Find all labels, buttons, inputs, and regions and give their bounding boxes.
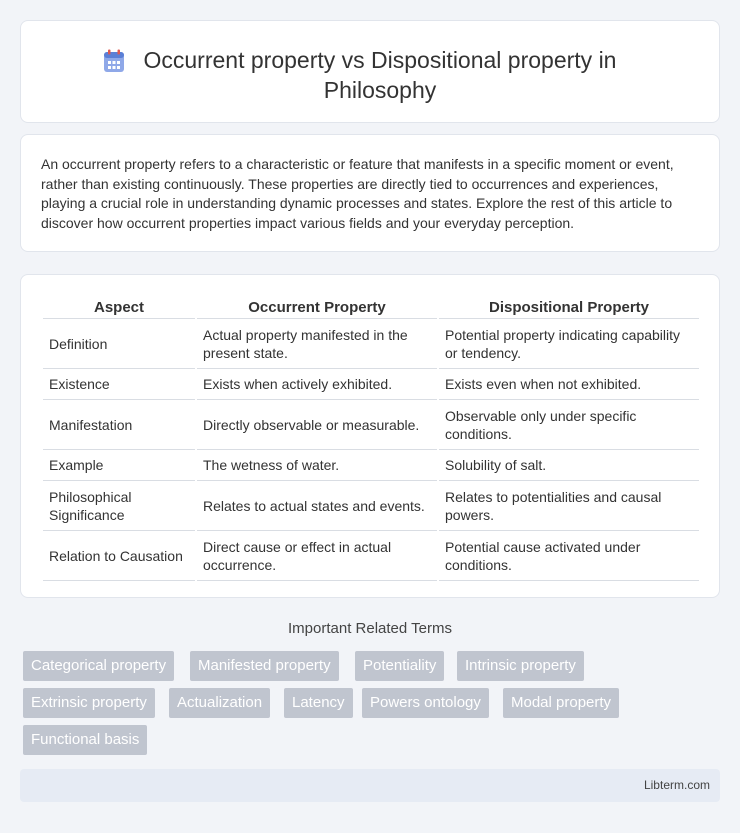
page-title: Occurrent property vs Dispositional property in Philosophy [143, 47, 617, 103]
footer-site-link[interactable]: Libterm.com [643, 778, 710, 792]
cell-dispositional: Potential cause activated under conditions. [439, 531, 699, 581]
cell-aspect: Example [43, 450, 195, 481]
intro-card [20, 134, 720, 252]
comparison-card [20, 274, 720, 598]
cell-aspect: Existence [43, 369, 195, 400]
table-row [43, 369, 699, 400]
table-row [43, 319, 699, 369]
cell-occurrent: Actual property manifested in the present state. [197, 319, 437, 369]
cell-dispositional: Relates to potentialities and causal powers. [439, 481, 699, 531]
table-row [43, 450, 699, 481]
tag-intrinsic-property[interactable]: Intrinsic property [457, 651, 584, 681]
tag-powers-ontology[interactable]: Powers ontology [362, 688, 489, 718]
cell-dispositional: Exists even when not exhibited. [439, 369, 699, 400]
cell-occurrent: Directly observable or measurable. [197, 400, 437, 450]
cell-aspect: Relation to Causation [43, 531, 195, 581]
title-card [20, 20, 720, 123]
cell-dispositional: Solubility of salt. [439, 450, 699, 481]
comparison-table [41, 297, 701, 581]
table-row [43, 400, 699, 450]
header-occurrent: Occurrent Property [197, 297, 437, 319]
tag-modal-property[interactable]: Modal property [503, 688, 619, 718]
tag-manifested-property[interactable]: Manifested property [190, 651, 339, 681]
related-terms-title: Important Related Terms [288, 620, 452, 637]
calendar-icon [103, 49, 125, 73]
tag-categorical-property[interactable]: Categorical property [23, 651, 174, 681]
cell-aspect: Philosophical Significance [43, 481, 195, 531]
tag-extrinsic-property[interactable]: Extrinsic property [23, 688, 155, 718]
intro-paragraph: An occurrent property refers to a characteristic or feature that manifests in a specific moment or event, rather than existing continuously. These properties are directly tied to occurrences and experiences, playing a crucial role in understanding dynamic processes and states. Explore the rest of this article to discover how occurrent properties impact various fields and your everyday perception. [41, 156, 674, 231]
tag-functional-basis[interactable]: Functional basis [23, 725, 147, 755]
cell-aspect: Definition [43, 319, 195, 369]
cell-dispositional: Potential property indicating capability or tendency. [439, 319, 699, 369]
tag-actualization[interactable]: Actualization [169, 688, 270, 718]
header-aspect: Aspect [43, 297, 195, 319]
table-row [43, 481, 699, 531]
cell-aspect: Manifestation [43, 400, 195, 450]
cell-occurrent: Exists when actively exhibited. [197, 369, 437, 400]
cell-dispositional: Observable only under specific conditions. [439, 400, 699, 450]
table-row [43, 531, 699, 581]
tag-potentiality[interactable]: Potentiality [355, 651, 444, 681]
header-dispositional: Dispositional Property [439, 297, 699, 319]
cell-occurrent: The wetness of water. [197, 450, 437, 481]
cell-occurrent: Direct cause or effect in actual occurrence. [197, 531, 437, 581]
cell-occurrent: Relates to actual states and events. [197, 481, 437, 531]
tag-latency[interactable]: Latency [284, 688, 353, 718]
title-wrap [21, 45, 719, 105]
footer [20, 769, 720, 802]
table-header-row [43, 297, 699, 319]
